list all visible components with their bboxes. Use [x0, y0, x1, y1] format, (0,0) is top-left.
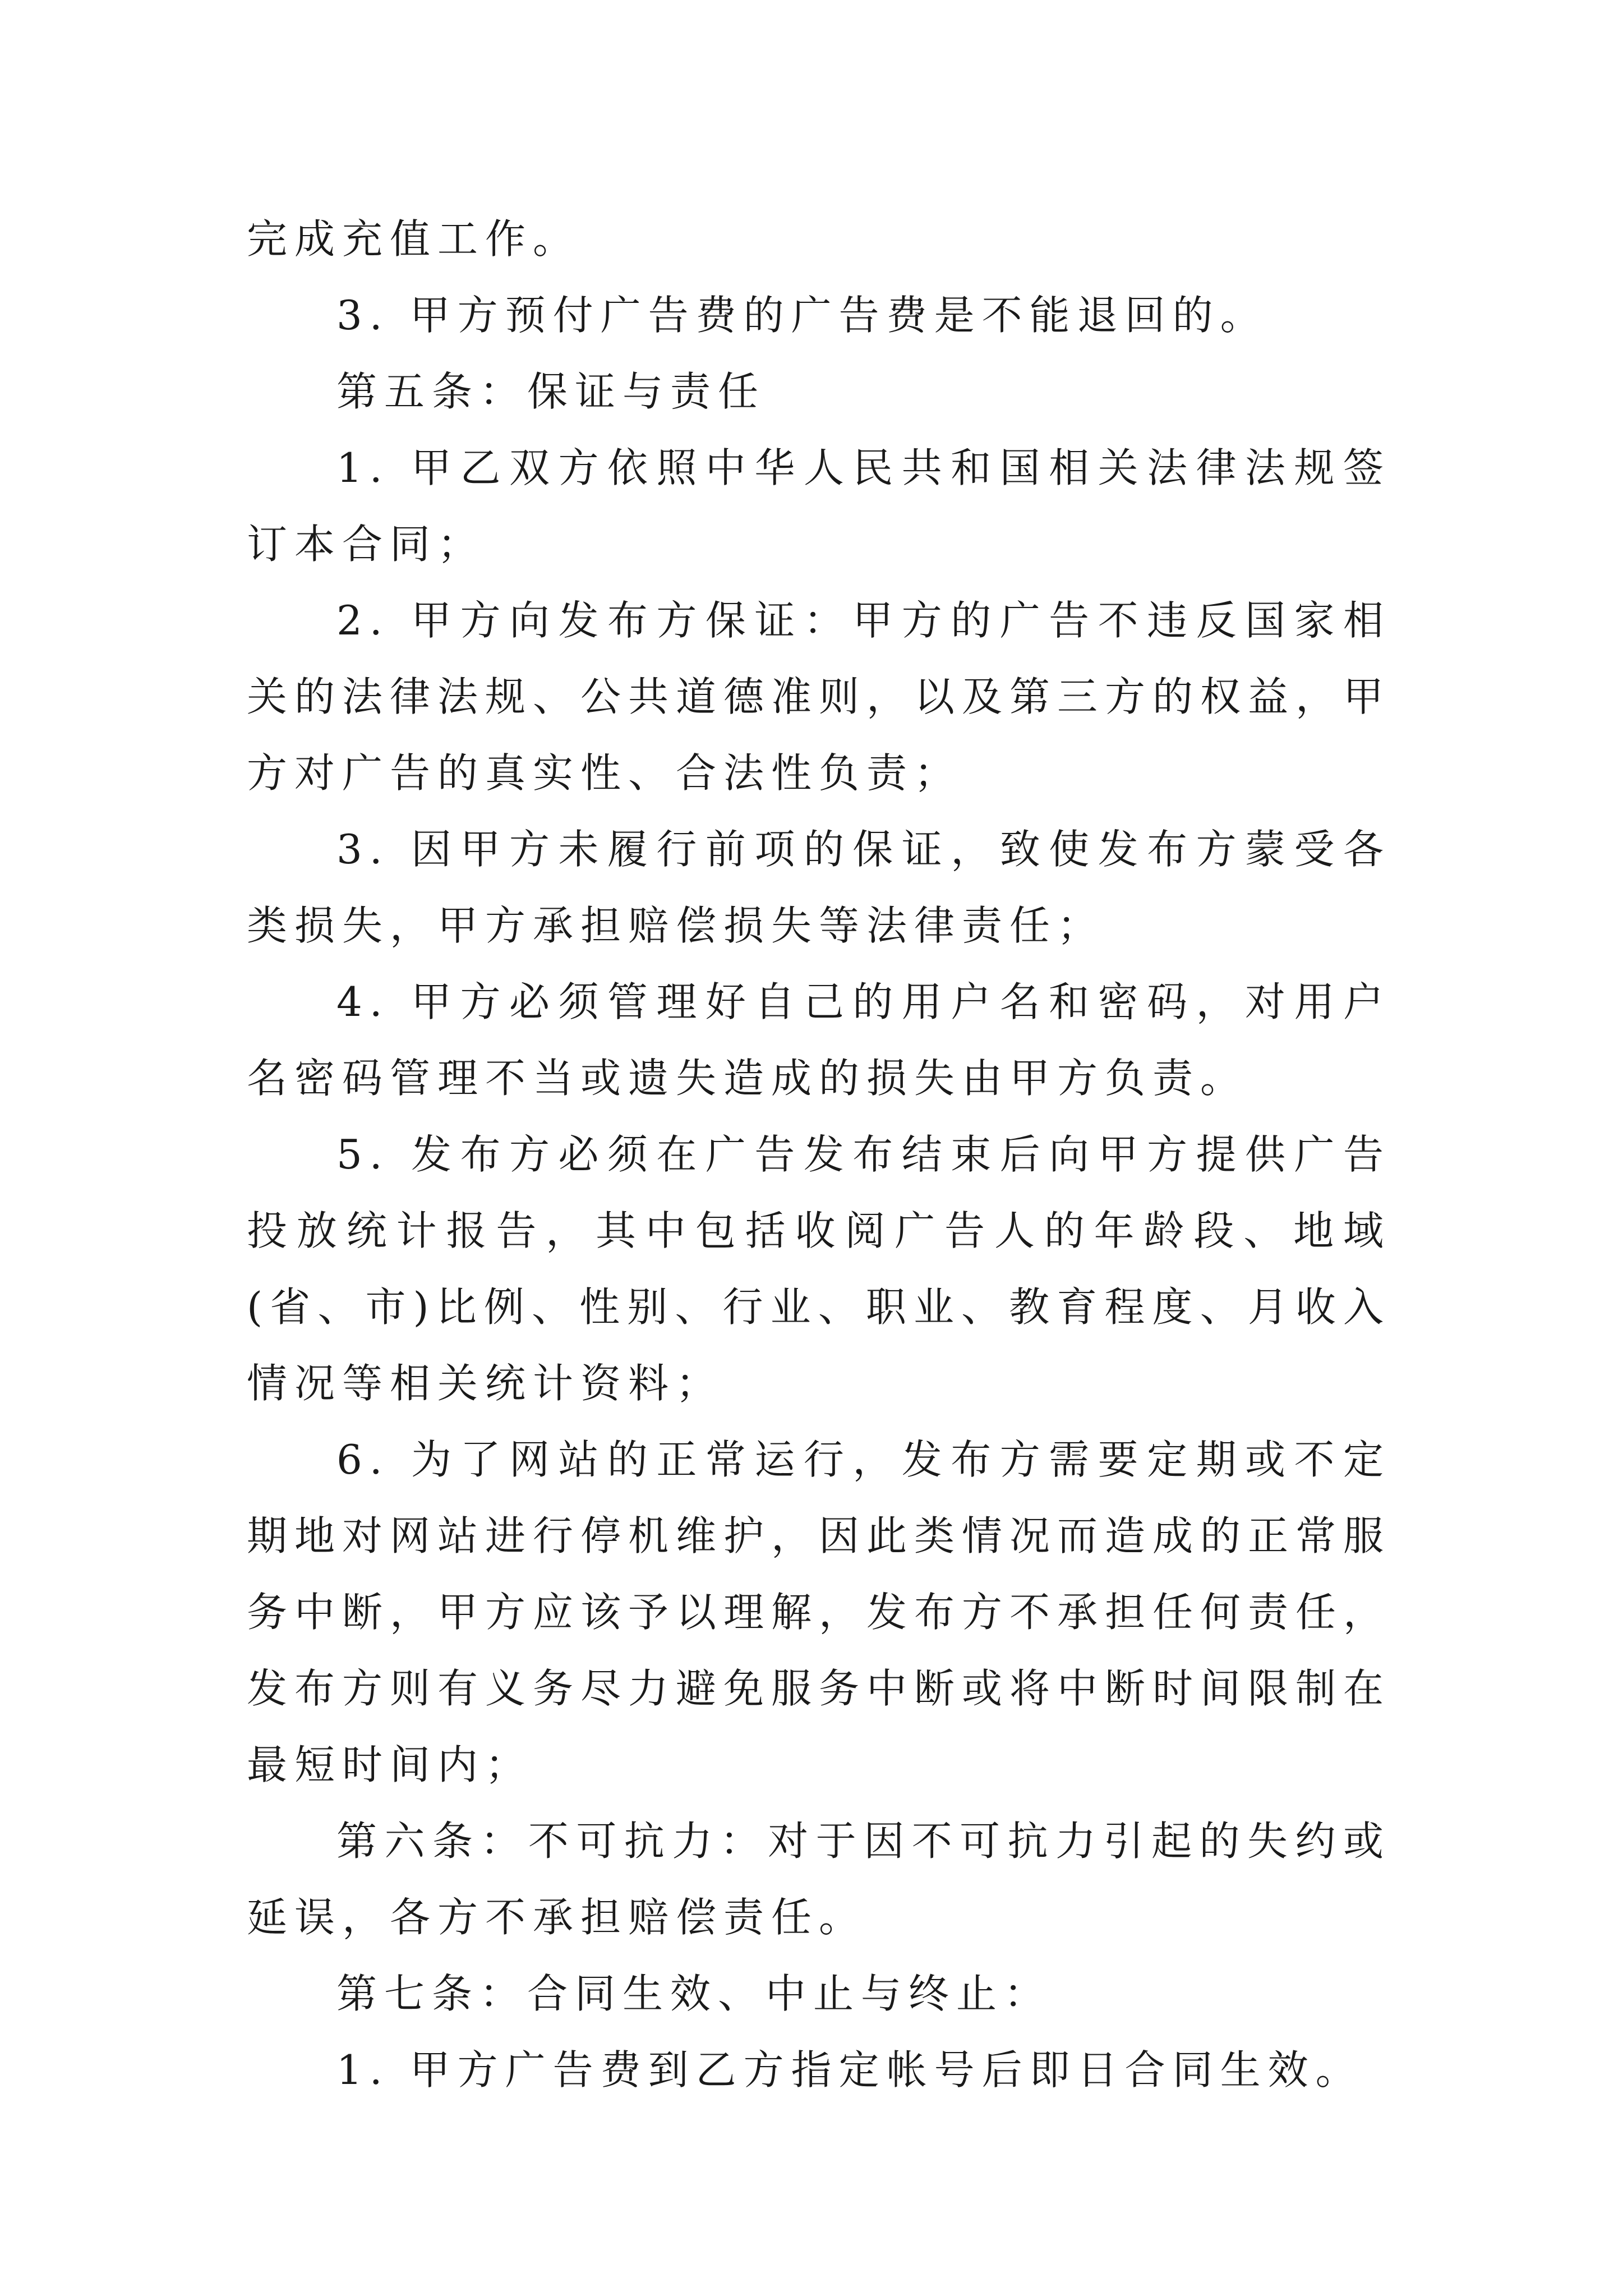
section-heading: 第七条：合同生效、中止与终止： — [336, 1970, 1052, 2017]
paragraph: 6. 为了网站的正常运行，发布方需要定期或不定期地对网站进行停机维护，因此类情况而造成的正常服务中断，甲方应该予以理解，发布方不承担任何责任，发布方则有义务尽力避免服务中断或将中断时间限制在最短时间内； — [247, 1436, 1391, 1788]
paragraph: 2. 甲方向发布方保证：甲方的广告不违反国家相关的法律法规、公共道德准则，以及第三方的权益，甲方对广告的真实性、合法性负责； — [247, 597, 1391, 797]
section-heading: 第六条：不可抗力：对于因不可抗力引起的失约或延误，各方不承担赔偿责任。 — [247, 1818, 1391, 1941]
paragraph: 完成充值工作。 — [247, 215, 581, 263]
paragraph: 1. 甲方广告费到乙方指定帐号后即日合同生效。 — [336, 2046, 1363, 2093]
paragraph: 5. 发布方必须在广告发布结束后向甲方提供广告投放统计报告，其中包括收阅广告人的年龄段、地域(省、市)比例、性别、行业、职业、教育程度、月收入情况等相关统计资料； — [247, 1131, 1391, 1407]
paragraph: 3. 甲方预付广告费的广告费是不能退回的。 — [336, 292, 1268, 339]
document-body — [247, 201, 1391, 2108]
section-heading: 第五条：保证与责任 — [336, 368, 766, 415]
paragraph: 4. 甲方必须管理好自己的用户名和密码，对用户名密码管理不当或遗失造成的损失由甲方负责。 — [247, 978, 1391, 1102]
paragraph: 1. 甲乙双方依照中华人民共和国相关法律法规签订本合同； — [247, 444, 1391, 568]
paragraph: 3. 因甲方未履行前项的保证，致使发布方蒙受各类损失，甲方承担赔偿损失等法律责任； — [247, 826, 1391, 949]
